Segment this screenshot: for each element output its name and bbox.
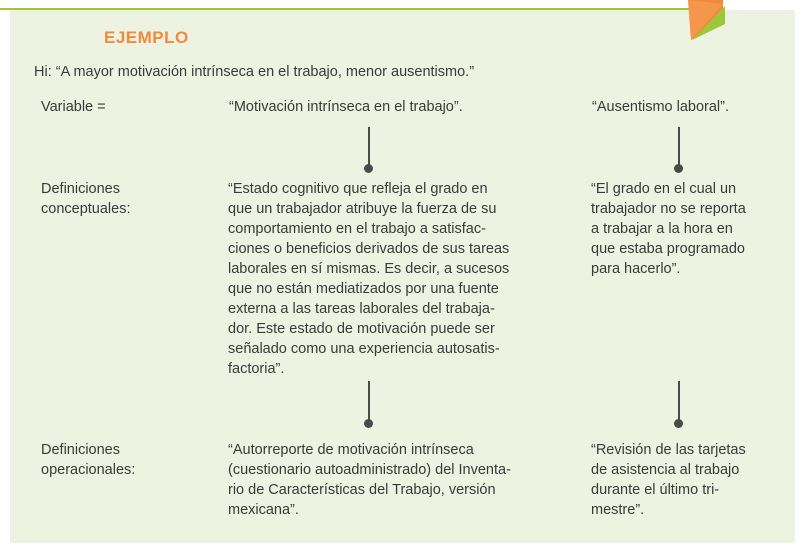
definition-line: señalado como una experiencia autosatis- — [228, 341, 500, 357]
label-operational-line: Definiciones — [41, 442, 120, 458]
definition-line: rio de Características del Trabajo, versión — [228, 482, 496, 498]
definition-line: a trabajar a la hora en — [591, 221, 733, 237]
operational-definition-1 — [228, 440, 511, 520]
definition-line: “Revisión de las tarjetas — [591, 442, 746, 458]
definition-line: que estaba programado — [591, 241, 745, 257]
definition-line: de asistencia al trabajo — [591, 462, 740, 478]
connector-dot — [674, 419, 683, 428]
definition-line: laborales en sí mismas. Es decir, a sucesos — [228, 261, 510, 277]
conceptual-definition-1 — [228, 179, 509, 379]
label-variable: Variable = — [41, 99, 106, 115]
definition-line: mexicana”. — [228, 502, 299, 518]
definition-line: “El grado en el cual un — [591, 181, 737, 197]
hypothesis-text: Hi: “A mayor motivación intrínseca en el trabajo, menor ausentismo.” — [34, 64, 475, 80]
definition-line: externa a las tareas laborales del trabaja- — [228, 301, 495, 317]
definition-line: para hacerlo”. — [591, 261, 681, 277]
connector-line — [678, 381, 680, 423]
definition-line: trabajador no se reporta — [591, 201, 746, 217]
definition-line: “Estado cognitivo que refleja el grado en — [228, 181, 488, 197]
definition-line: comportamiento en el trabajo a satisfac- — [228, 221, 486, 237]
connector-line — [678, 127, 680, 169]
label-operational-line: operacionales: — [41, 462, 136, 478]
connector-dot — [364, 419, 373, 428]
example-title: EJEMPLO — [104, 28, 189, 47]
label-conceptual — [41, 179, 130, 219]
definition-line: durante el último tri- — [591, 482, 720, 498]
definition-line: “Autorreporte de motivación intrínseca — [228, 442, 474, 458]
connector-dot — [364, 164, 373, 173]
definition-line: dor. Este estado de motivación puede ser — [228, 321, 495, 337]
label-conceptual-line: Definiciones — [41, 181, 120, 197]
definition-line: factoria”. — [228, 361, 285, 377]
connector-line — [368, 127, 370, 169]
definition-line: (cuestionario autoadministrado) del Inventa- — [228, 462, 511, 478]
label-conceptual-line: conceptuales: — [41, 201, 131, 217]
definition-line: mestre”. — [591, 502, 645, 518]
connector-dot — [674, 164, 683, 173]
label-operational — [41, 440, 135, 480]
variable-2-name: “Ausentismo laboral”. — [592, 99, 729, 115]
definition-line: ciones o beneficios derivados de sus tareas — [228, 241, 510, 257]
connector-line — [368, 381, 370, 423]
definition-line: que un trabajador atribuye la fuerza de su — [228, 201, 497, 217]
variable-1-name: “Motivación intrínseca en el trabajo”. — [229, 99, 463, 115]
conceptual-definition-2 — [591, 179, 746, 279]
operational-definition-2 — [591, 440, 746, 520]
definition-line: que no están mediatizados por una fuente — [228, 281, 499, 297]
